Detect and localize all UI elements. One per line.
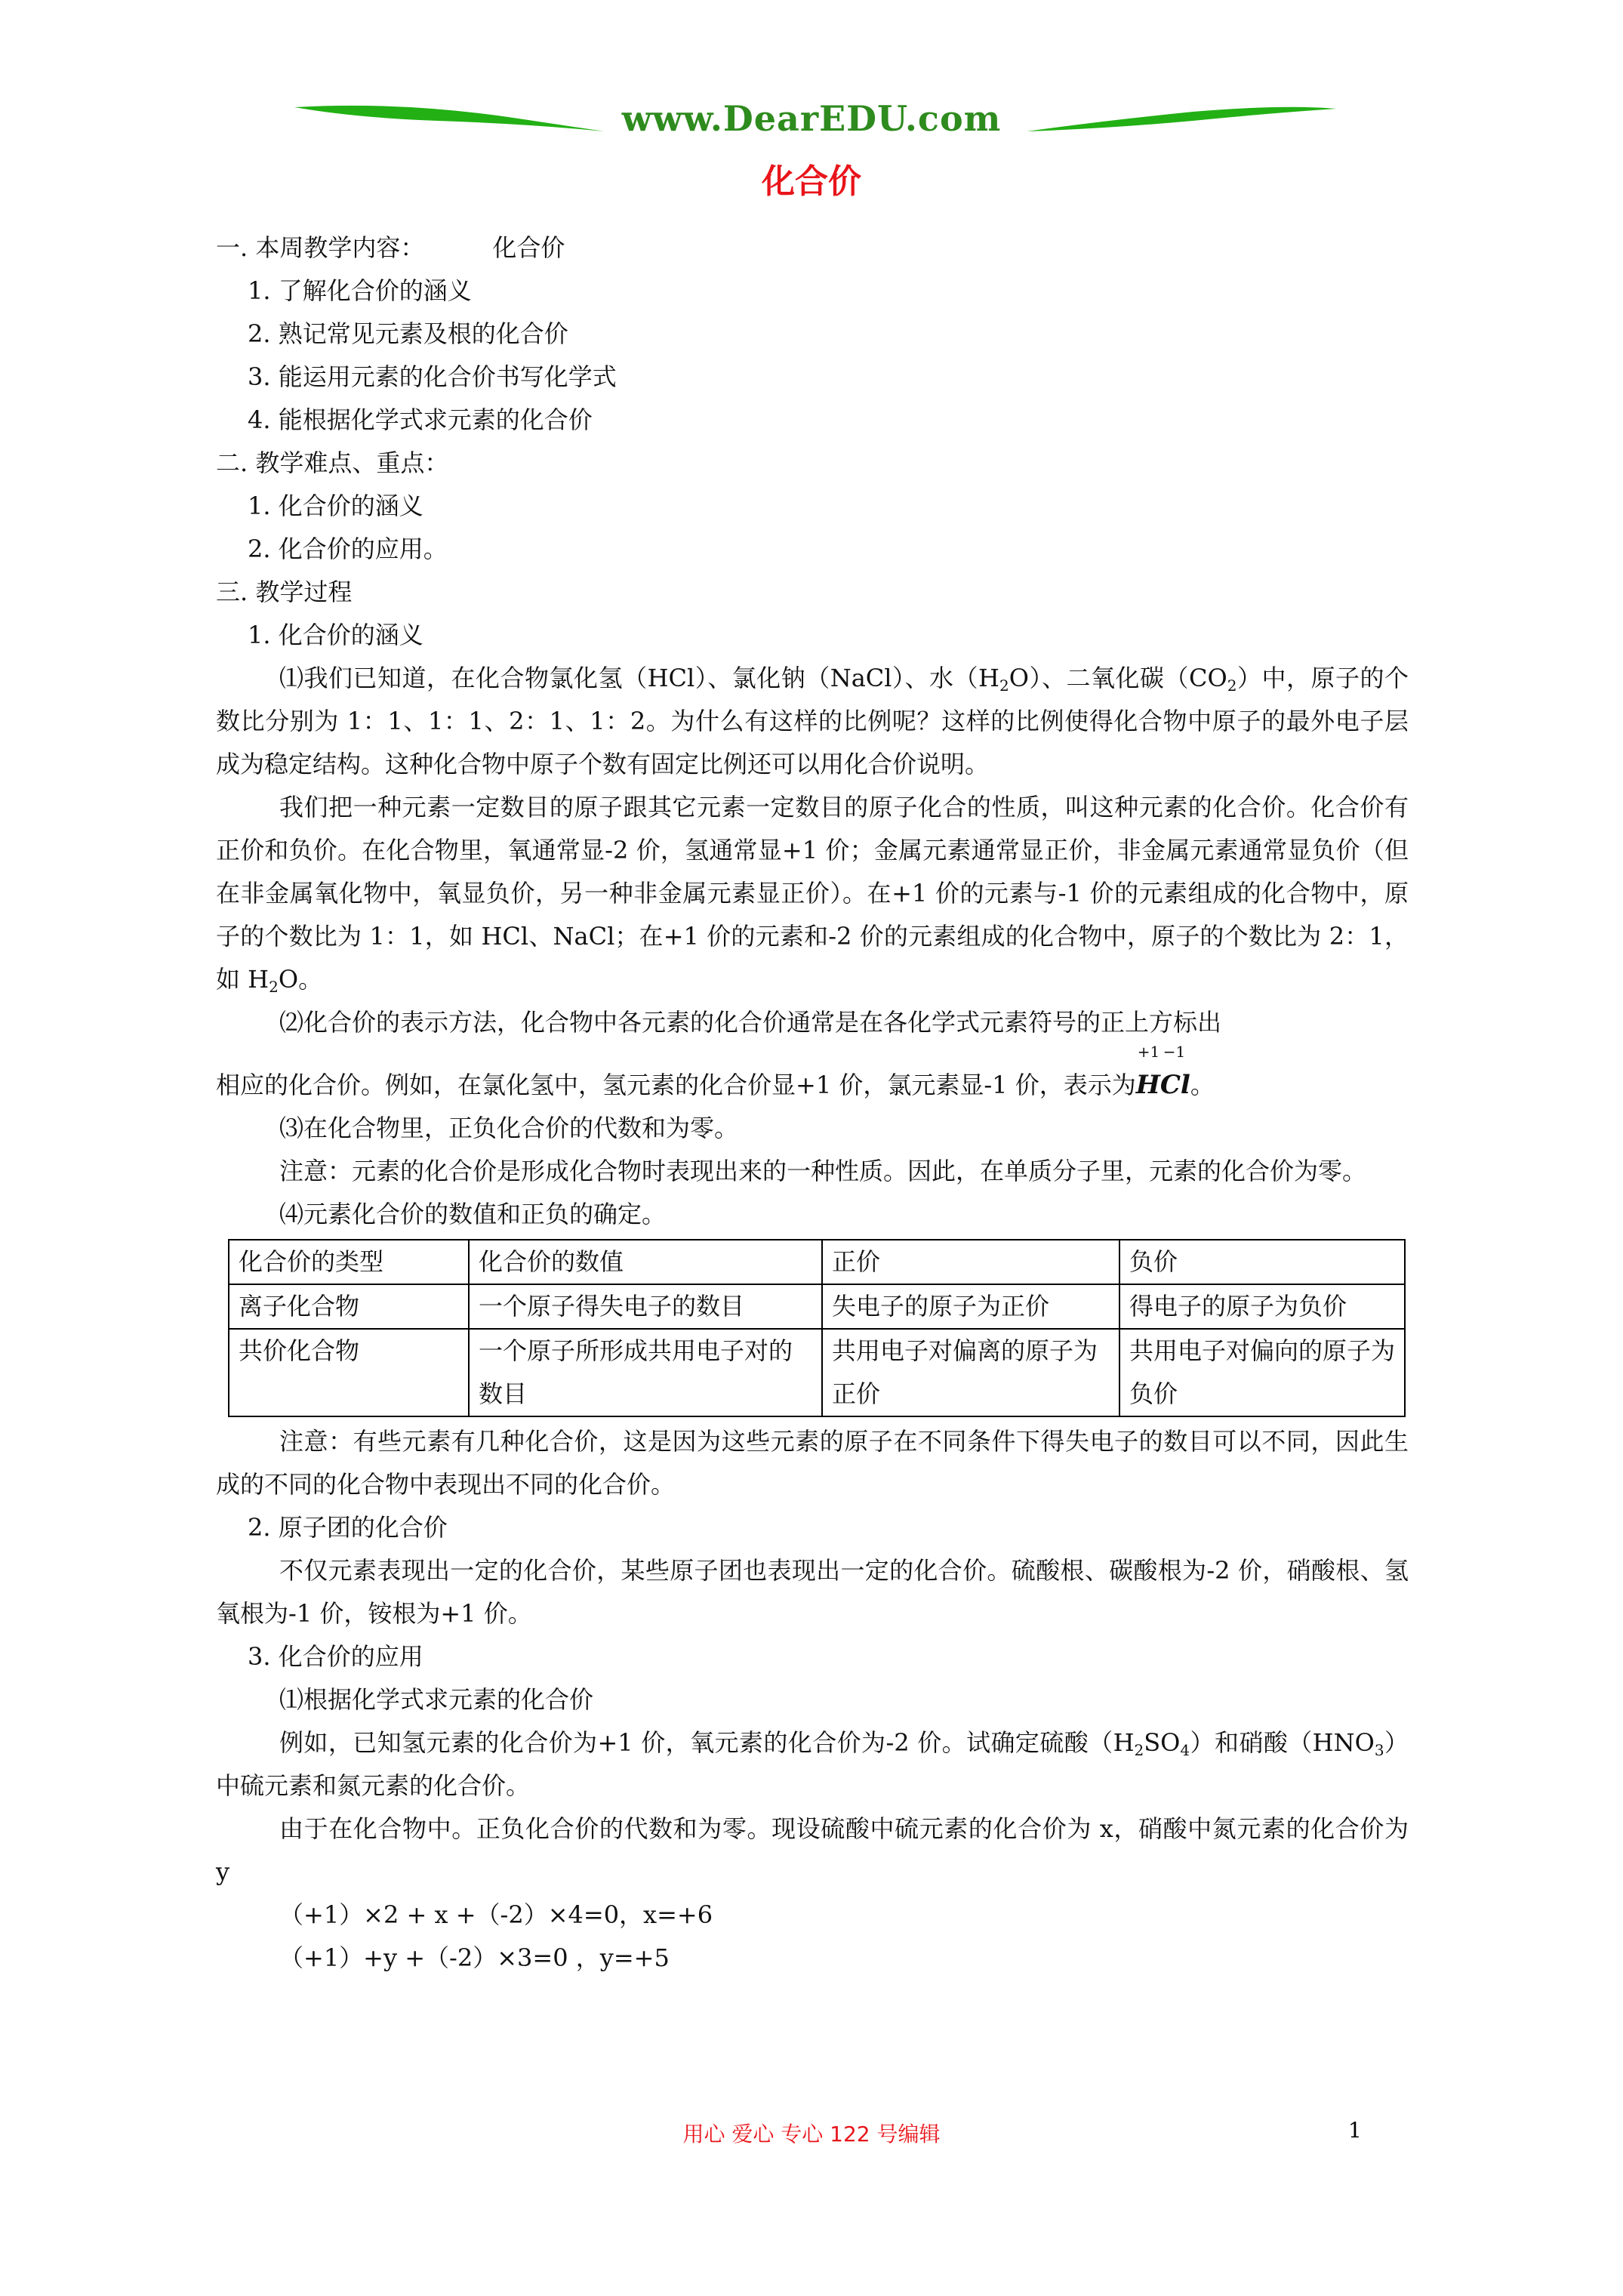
table-header-cell: 正价 — [822, 1240, 1119, 1284]
table-header-cell: 化合价的类型 — [229, 1240, 469, 1284]
section-1-topic: 化合价 — [492, 233, 565, 262]
list-item: 4. 能根据化学式求元素的化合价 — [248, 405, 593, 434]
paragraph: 不仅元素表现出一定的化合价，某些原子团也表现出一定的化合价。硫酸根、碳酸根为-2 价，硝酸根、氢氧根为-1 价，铵根为+1 价。 — [216, 1556, 1409, 1628]
subsection-heading: 3. 化合价的应用 — [248, 1642, 423, 1671]
table-cell: 共价化合物 — [229, 1329, 469, 1416]
note: 注意：有些元素有几种化合价，这是因为这些元素的原子在不同条件下得失电子的数目可以不同，因此生成的不同的化合物中表现出不同的化合价。 — [216, 1427, 1409, 1499]
table-row — [229, 1329, 1405, 1416]
section-2-heading: 二. 教学难点、重点： — [216, 448, 449, 477]
equation: （+1）+y +（-2）×3=0 ，y=+5 — [279, 1943, 670, 1972]
paragraph: 例如，已知氢元素的化合价为+1 价，氧元素的化合价为-2 价。试确定硫酸$(H_2SO_4)$和硝酸$(HNO_3)$中硫元素和氮元素的化合价。 — [216, 1728, 1409, 1800]
list-item: 1. 化合价的涵义 — [248, 492, 423, 520]
subsection-heading: 1. 化合价的涵义 — [248, 621, 423, 649]
page-title: 化合价 — [762, 162, 861, 201]
hcl-valence-formula: +1 H −1 Cl — [1135, 1043, 1190, 1100]
paragraph: 由于在化合物中。正负化合价的代数和为零。现设硫酸中硫元素的化合价为 x，硝酸中氮元素的化合价为 y — [216, 1814, 1409, 1886]
table-cell: 得电子的原子为负价 — [1119, 1284, 1405, 1329]
table-cell: 共用电子对偏向的原子为负价 — [1119, 1329, 1405, 1416]
table-cell: 共用电子对偏离的原子为正价 — [822, 1329, 1119, 1416]
paragraph: ⑷元素化合价的数值和正负的确定。 — [279, 1200, 667, 1228]
table-header-cell: 化合价的数值 — [469, 1240, 822, 1284]
footer-text: 用心 爱心 专心 122 号编辑 — [682, 2122, 941, 2147]
paragraph: ⑴根据化学式求元素的化合价 — [279, 1685, 594, 1714]
paragraph: 我们把一种元素一定数目的原子跟其它元素一定数目的原子化合的性质，叫这种元素的化合价。化合价有正价和负价。在化合物里，氧通常显-2 价，氢通常显+1 价；金属元素通常显正价，非金属元素通常显负价（但在非金属氧化物中，氧显负价，另一种非金属元素显正价）。在+1 价的元素与-1 价的元素组成的化合物中，原子的个数比为 1：1，如 HCl、NaCl；在+1 价的元素和-2 价的元素组成的化合物中，原子的个数比为 2：1，如 $H_2O$。 — [216, 793, 1409, 996]
brand-logo-text: www.DearEDU.com — [621, 98, 1002, 139]
table-header-cell: 负价 — [1119, 1240, 1405, 1284]
section-1-heading: 一. 本周教学内容： 化合价 — [216, 233, 565, 262]
table-row — [229, 1284, 1405, 1329]
list-item: 2. 熟记常见元素及根的化合价 — [248, 319, 568, 348]
section-3-heading: 三. 教学过程 — [216, 578, 353, 606]
document-body — [216, 227, 1409, 1980]
paragraph: ⑴我们已知道，在化合物氯化氢（HCl）、氯化钠（NaCl）、水$(H_2O)$、二氧化碳$(CO_2)$中，原子的个数比分别为 1：1、1：1、2：1、1：2。为什么有这样的比例呢？这样的比例使得化合物中原子的最外电子层成为稳定结构。这种化合物中原子个数有固定比例还可以用化合价说明。 — [216, 664, 1409, 778]
paragraph-continuation: 相应的化合价。例如，在氯化氢中，氢元素的化合价显+1 价，氯元素显-1 价，表示为 +1 H −1 Cl。 — [216, 1064, 1409, 1107]
list-item: 1. 了解化合价的涵义 — [248, 276, 472, 305]
table-cell: 失电子的原子为正价 — [822, 1284, 1119, 1329]
valence-table — [228, 1239, 1406, 1417]
table-header-row — [229, 1240, 1405, 1284]
page-number: 1 — [1348, 2118, 1362, 2143]
note: 注意：元素的化合价是形成化合物时表现出来的一种性质。因此，在单质分子里，元素的化合价为零。 — [279, 1157, 1367, 1185]
table-cell: 一个原子得失电子的数目 — [469, 1284, 822, 1329]
subsection-heading: 2. 原子团的化合价 — [248, 1513, 448, 1542]
table-cell: 离子化合物 — [229, 1284, 469, 1329]
paragraph: ⑵化合价的表示方法，化合物中各元素的化合价通常是在各化学式元素符号的正上方标出 — [279, 1008, 1222, 1037]
list-item: 2. 化合价的应用。 — [248, 535, 448, 563]
paragraph: ⑶在化合物里，正负化合价的代数和为零。 — [279, 1114, 739, 1142]
table-cell: 一个原子所形成共用电子对的数目 — [469, 1329, 822, 1416]
list-item: 3. 能运用元素的化合价书写化学式 — [248, 362, 617, 391]
equation: （+1）×2 + x +（-2）×4=0，x=+6 — [279, 1900, 713, 1929]
